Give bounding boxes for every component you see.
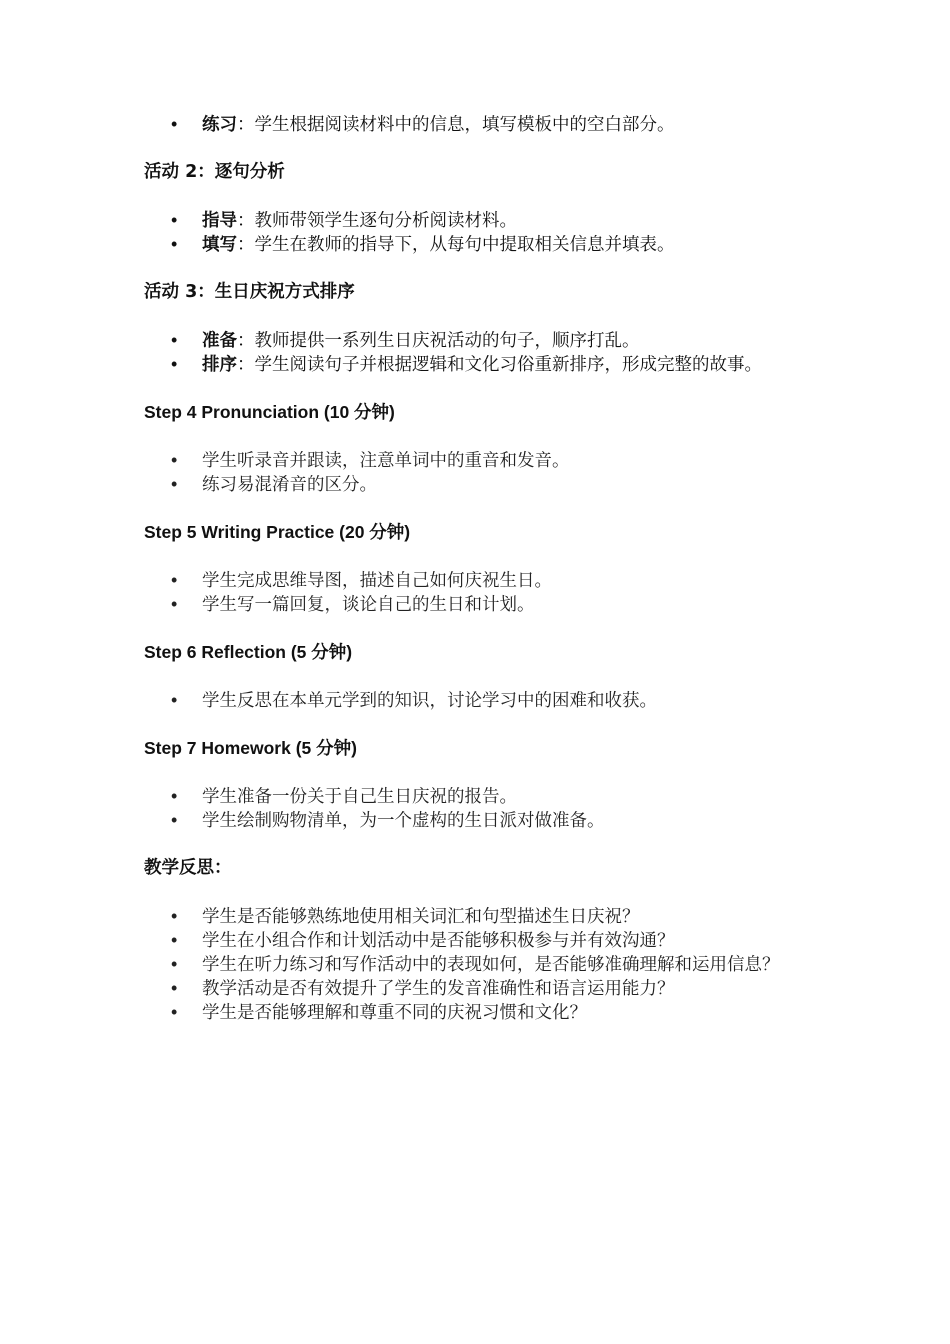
step-6-list bbox=[144, 688, 814, 712]
item-lead: 填写 bbox=[202, 234, 237, 254]
step-5-heading: Step 5 Writing Practice (20 分钟) bbox=[144, 522, 411, 542]
activity-2-heading: 活动 2：逐句分析 bbox=[144, 162, 285, 182]
practice-list bbox=[144, 112, 814, 136]
item-text: ：学生根据阅读材料中的信息，填写模板中的空白部分。 bbox=[237, 114, 675, 134]
list-item: • 学生绘制购物清单，为一个虚构的生日派对做准备。 bbox=[144, 808, 814, 832]
step-6-heading: Step 6 Reflection (5 分钟) bbox=[144, 642, 353, 662]
list-item: • 教学活动是否有效提升了学生的发音准确性和语言运用能力？ bbox=[144, 976, 814, 1000]
step-4-list bbox=[144, 448, 814, 496]
item-text: ：学生在教师的指导下，从每句中提取相关信息并填表。 bbox=[237, 234, 675, 254]
list-item: • 学生准备一份关于自己生日庆祝的报告。 bbox=[144, 784, 814, 808]
step-7-list bbox=[144, 784, 814, 832]
activity-2-list bbox=[144, 208, 814, 256]
list-item bbox=[144, 352, 814, 376]
item-lead: 排序 bbox=[202, 354, 237, 374]
step-4-heading: Step 4 Pronunciation (10 分钟) bbox=[144, 402, 395, 422]
list-item bbox=[144, 112, 814, 136]
item-text: ：教师提供一系列生日庆祝活动的句子，顺序打乱。 bbox=[237, 330, 640, 350]
item-lead: 指导 bbox=[202, 210, 237, 230]
list-item: • 学生反思在本单元学到的知识，讨论学习中的困难和收获。 bbox=[144, 688, 814, 712]
list-item: • 学生完成思维导图，描述自己如何庆祝生日。 bbox=[144, 568, 814, 592]
list-item: • 学生是否能够理解和尊重不同的庆祝习惯和文化？ bbox=[144, 1000, 814, 1024]
list-item bbox=[144, 208, 814, 232]
step-5-list bbox=[144, 568, 814, 616]
item-text: ：学生阅读句子并根据逻辑和文化习俗重新排序，形成完整的故事。 bbox=[237, 354, 762, 374]
list-item: • 学生在听力练习和写作活动中的表现如何，是否能够准确理解和运用信息？ bbox=[144, 952, 814, 976]
activity-3-heading: 活动 3：生日庆祝方式排序 bbox=[144, 282, 355, 302]
reflection-list bbox=[144, 904, 814, 1024]
list-item: • 学生在小组合作和计划活动中是否能够积极参与并有效沟通？ bbox=[144, 928, 814, 952]
reflection-heading: 教学反思： bbox=[144, 858, 232, 878]
list-item: • 练习易混淆音的区分。 bbox=[144, 472, 814, 496]
list-item: • 学生听录音并跟读，注意单词中的重音和发音。 bbox=[144, 448, 814, 472]
activity-3-list bbox=[144, 328, 814, 376]
item-lead: 准备 bbox=[202, 330, 237, 350]
list-item bbox=[144, 328, 814, 352]
list-item bbox=[144, 232, 814, 256]
document-page bbox=[144, 112, 814, 1024]
list-item: • 学生写一篇回复，谈论自己的生日和计划。 bbox=[144, 592, 814, 616]
list-item: • 学生是否能够熟练地使用相关词汇和句型描述生日庆祝？ bbox=[144, 904, 814, 928]
item-text: ：教师带领学生逐句分析阅读材料。 bbox=[237, 210, 517, 230]
item-lead: 练习 bbox=[202, 114, 237, 134]
step-7-heading: Step 7 Homework (5 分钟) bbox=[144, 738, 357, 758]
